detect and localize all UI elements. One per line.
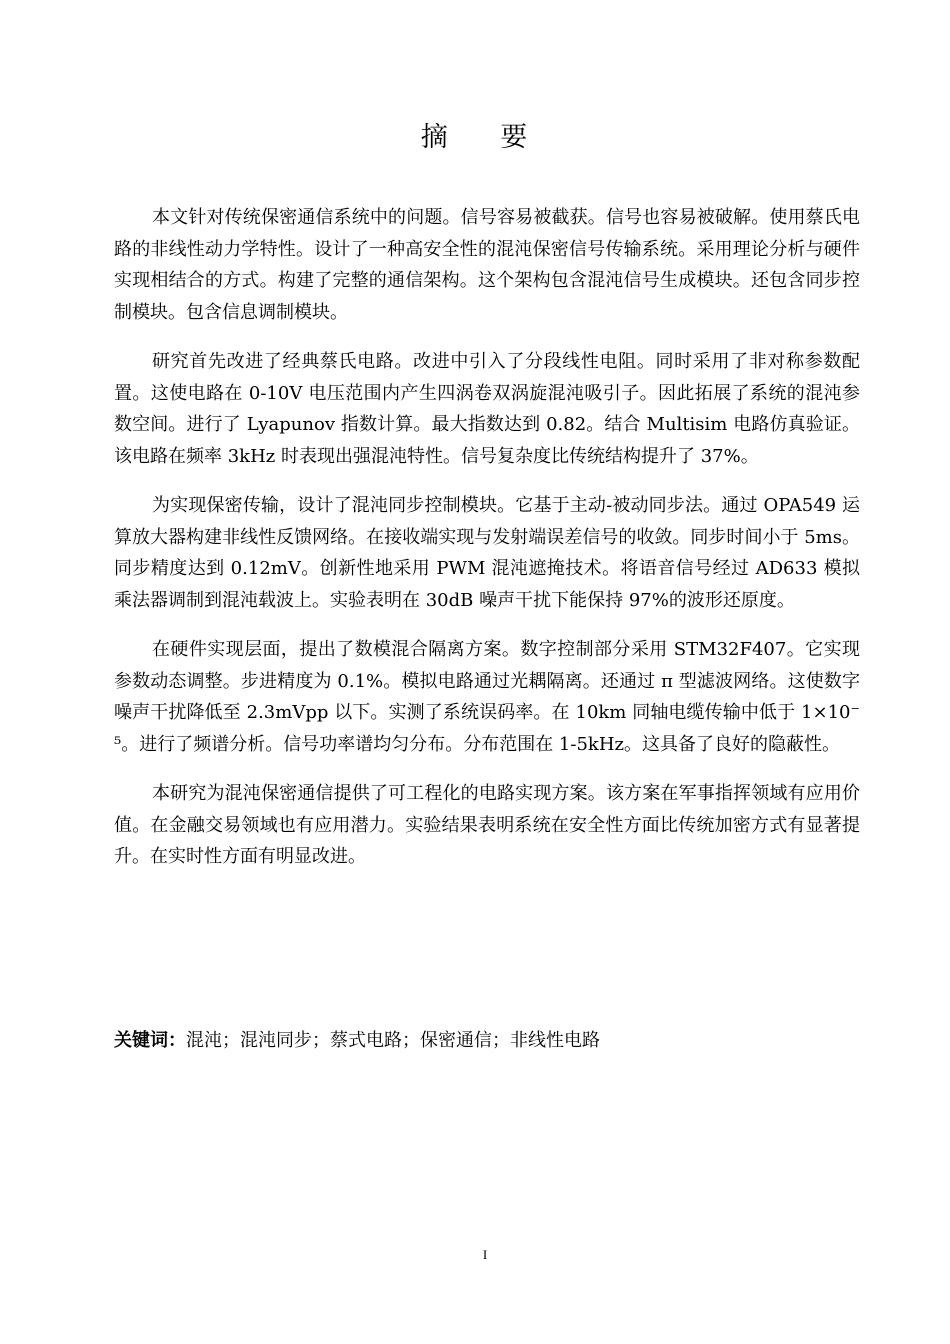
abstract-paragraph-5: 本研究为混沌保密通信提供了可工程化的电路实现方案。该方案在军事指挥领域有应用价值。在金融交易领域也有应用潜力。实验结果表明系统在安全性方面比传统加密方式有显著提升。在实时性方面有明显改进。 (114, 783, 860, 867)
abstract-paragraph-3: 为实现保密传输，设计了混沌同步控制模块。它基于主动-被动同步法。通过 OPA549 运算放大器构建非线性反馈网络。在接收端实现与发射端误差信号的收敛。同步时间小于 5ms。同步精度达到 0.12mV。创新性地采用 PWM 混沌遮掩技术。将语音信号经过 AD633 模拟乘法器调制到混沌载波上。实验表明在 30dB 噪声干扰下能保持 97%的波形还原度。 (114, 495, 860, 611)
abstract-body (114, 202, 860, 891)
abstract-paragraph-1: 本文针对传统保密通信系统中的问题。信号容易被截获。信号也容易被破解。使用蔡氏电路的非线性动力学特性。设计了一种高安全性的混沌保密信号传输系统。采用理论分析与硬件实现相结合的方式。构建了完整的通信架构。这个架构包含混沌信号生成模块。还包含同步控制模块。包含信息调制模块。 (114, 207, 860, 323)
keywords-text: 混沌；混沌同步；蔡式电路；保密通信；非线性电路 (186, 1030, 600, 1051)
page-number: I (482, 1247, 488, 1262)
keywords-line (114, 1025, 860, 1056)
abstract-paragraph-2: 研究首先改进了经典蔡氏电路。改进中引入了分段线性电阻。同时采用了非对称参数配置。这使电路在 0-10V 电压范围内产生四涡卷双涡旋混沌吸引子。因此拓展了系统的混沌参数空间。进行了 Lyapunov 指数计算。最大指数达到 0.82。结合 Multisim 电路仿真验证。该电路在频率 3kHz 时表现出强混沌特性。信号复杂度比传统结构提升了 37%。 (114, 351, 860, 467)
abstract-paragraph-4: 在硬件实现层面，提出了数模混合隔离方案。数字控制部分采用 STM32F407。它实现参数动态调整。步进精度为 0.1%。模拟电路通过光耦隔离。还通过 π 型滤波网络。这使数字噪声干扰降低至 2.3mVpp 以下。实测了系统误码率。在 10km 同轴电缆传输中低于 1×10⁻⁵。进行了频谱分析。信号功率谱均匀分布。分布范围在 1-5kHz。这具备了良好的隐蔽性。 (114, 639, 860, 755)
abstract-title: 摘 要 (420, 122, 550, 153)
keywords-label: 关键词： (114, 1030, 186, 1051)
